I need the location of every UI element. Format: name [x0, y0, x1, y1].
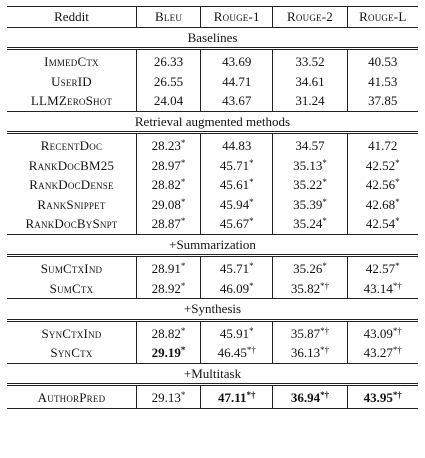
- bleu-cell: 28.23*: [136, 133, 200, 156]
- method-name: SumCtxInd: [7, 256, 136, 279]
- rouge-l-cell: 40.53: [347, 49, 418, 72]
- rouge-1-cell: 44.71: [201, 72, 273, 92]
- rouge-1-cell: 47.11*†: [201, 385, 273, 409]
- rouge-2-cell: 36.13*†: [273, 343, 347, 363]
- bleu-cell: 29.08*: [136, 195, 200, 215]
- header-bleu: Bleu: [136, 7, 200, 28]
- table-row: [7, 343, 418, 363]
- method-name: LLMZeroShot: [7, 91, 136, 111]
- bleu-cell: 26.33: [136, 49, 200, 72]
- section-row-baselines: [7, 27, 418, 49]
- rouge-l-cell: 37.85: [368, 93, 398, 108]
- rouge-1-cell: 45.91*: [201, 320, 273, 343]
- method-name: SumCtx: [7, 279, 136, 299]
- rouge-2-cell: 31.24: [273, 91, 347, 111]
- bleu-cell: 28.87*: [136, 214, 200, 234]
- header-rouge-1: Rouge-1: [201, 7, 273, 28]
- rouge-1-cell: 44.83: [201, 133, 273, 156]
- rouge-1-cell: 45.71*: [201, 156, 273, 176]
- table-row: [7, 195, 418, 215]
- rouge-l-cell: 43.14*†: [363, 280, 402, 296]
- rouge-1-cell: 45.67*: [201, 214, 273, 234]
- rouge-l-cell: 42.68*: [365, 196, 400, 212]
- bleu-cell: 29.19*: [136, 343, 200, 363]
- section-row-summarization: [7, 234, 418, 256]
- rouge-l-cell: 42.54*: [365, 216, 400, 231]
- bleu-cell: 28.91*: [136, 256, 200, 279]
- method-name: SynCtx: [7, 343, 136, 363]
- bleu-cell: 28.82*: [136, 320, 200, 343]
- header-dataset: Reddit: [7, 7, 136, 28]
- table-row: [7, 72, 418, 92]
- method-name: RankDocBM25: [7, 156, 136, 176]
- rouge-2-cell: 34.57: [273, 133, 347, 156]
- section-row-multitask: [7, 363, 418, 385]
- method-name: AuthorPred: [7, 385, 136, 409]
- rouge-2-cell: 33.52: [273, 49, 347, 72]
- method-name: RankSnippet: [7, 195, 136, 215]
- header-rouge-2: Rouge-2: [273, 7, 347, 28]
- table-row: [7, 279, 418, 299]
- rouge-l-cell: 43.95*†: [347, 385, 418, 409]
- section-row-retrieval: [7, 111, 418, 133]
- rouge-2-cell: 35.22*: [273, 175, 347, 195]
- rouge-2-cell: 35.82*†: [273, 279, 347, 299]
- method-name: RecentDoc: [7, 133, 136, 156]
- table-row: [7, 49, 418, 72]
- bleu-cell: 24.04: [136, 91, 200, 111]
- header-row: [7, 7, 418, 28]
- rouge-2-cell: 36.94*†: [273, 385, 347, 409]
- bleu-cell: 29.13*: [136, 385, 200, 409]
- rouge-l-cell: 41.72: [347, 133, 418, 156]
- bleu-cell: 26.55: [136, 72, 200, 92]
- table-row: [7, 385, 418, 409]
- rouge-1-cell: 45.94*: [201, 195, 273, 215]
- rouge-1-cell: 45.61*: [201, 175, 273, 195]
- rouge-2-cell: 34.61: [273, 72, 347, 92]
- rouge-1-cell: 43.67: [201, 91, 273, 111]
- rouge-1-cell: 46.45*†: [201, 343, 273, 363]
- method-name: UserID: [7, 72, 136, 92]
- section-title-baselines: Baselines: [7, 27, 418, 49]
- section-title-multitask: +Multitask: [7, 363, 418, 385]
- rouge-1-cell: 46.09*: [201, 279, 273, 299]
- header-rouge-l: Rouge-L: [347, 7, 418, 28]
- rouge-2-cell: 35.26*: [273, 256, 347, 279]
- rouge-l-cell: 42.52*: [365, 157, 400, 173]
- rouge-l-cell: 42.56*: [365, 177, 400, 192]
- table-row: [7, 156, 418, 176]
- bleu-cell: 28.97*: [136, 156, 200, 176]
- method-name: ImmedCtx: [7, 49, 136, 72]
- section-row-synthesis: [7, 299, 418, 321]
- bleu-cell: 28.92*: [136, 279, 200, 299]
- table-row: [7, 256, 418, 279]
- table-row: [7, 91, 418, 111]
- method-name: RankDocBySnpt: [7, 214, 136, 234]
- results-table: [7, 6, 418, 409]
- rouge-2-cell: 35.87*†: [273, 320, 347, 343]
- method-name: RankDocDense: [7, 175, 136, 195]
- section-title-synthesis: +Synthesis: [7, 299, 418, 321]
- rouge-1-cell: 45.71*: [201, 256, 273, 279]
- table-row: [7, 320, 418, 343]
- rouge-l-cell: 43.27*†: [363, 345, 402, 360]
- section-title-summarization: +Summarization: [7, 234, 418, 256]
- method-name: SynCtxInd: [7, 320, 136, 343]
- rouge-2-cell: 35.13*: [273, 156, 347, 176]
- rouge-1-cell: 43.69: [201, 49, 273, 72]
- rouge-l-cell: 43.09*†: [347, 320, 418, 343]
- table-row: [7, 214, 418, 234]
- table-row: [7, 175, 418, 195]
- rouge-l-cell: 42.57*: [347, 256, 418, 279]
- bleu-cell: 28.82*: [136, 175, 200, 195]
- rouge-2-cell: 35.24*: [273, 214, 347, 234]
- rouge-l-cell: 41.53: [368, 73, 398, 89]
- table-row: [7, 133, 418, 156]
- rouge-2-cell: 35.39*: [273, 195, 347, 215]
- section-title-retrieval: Retrieval augmented methods: [7, 111, 418, 133]
